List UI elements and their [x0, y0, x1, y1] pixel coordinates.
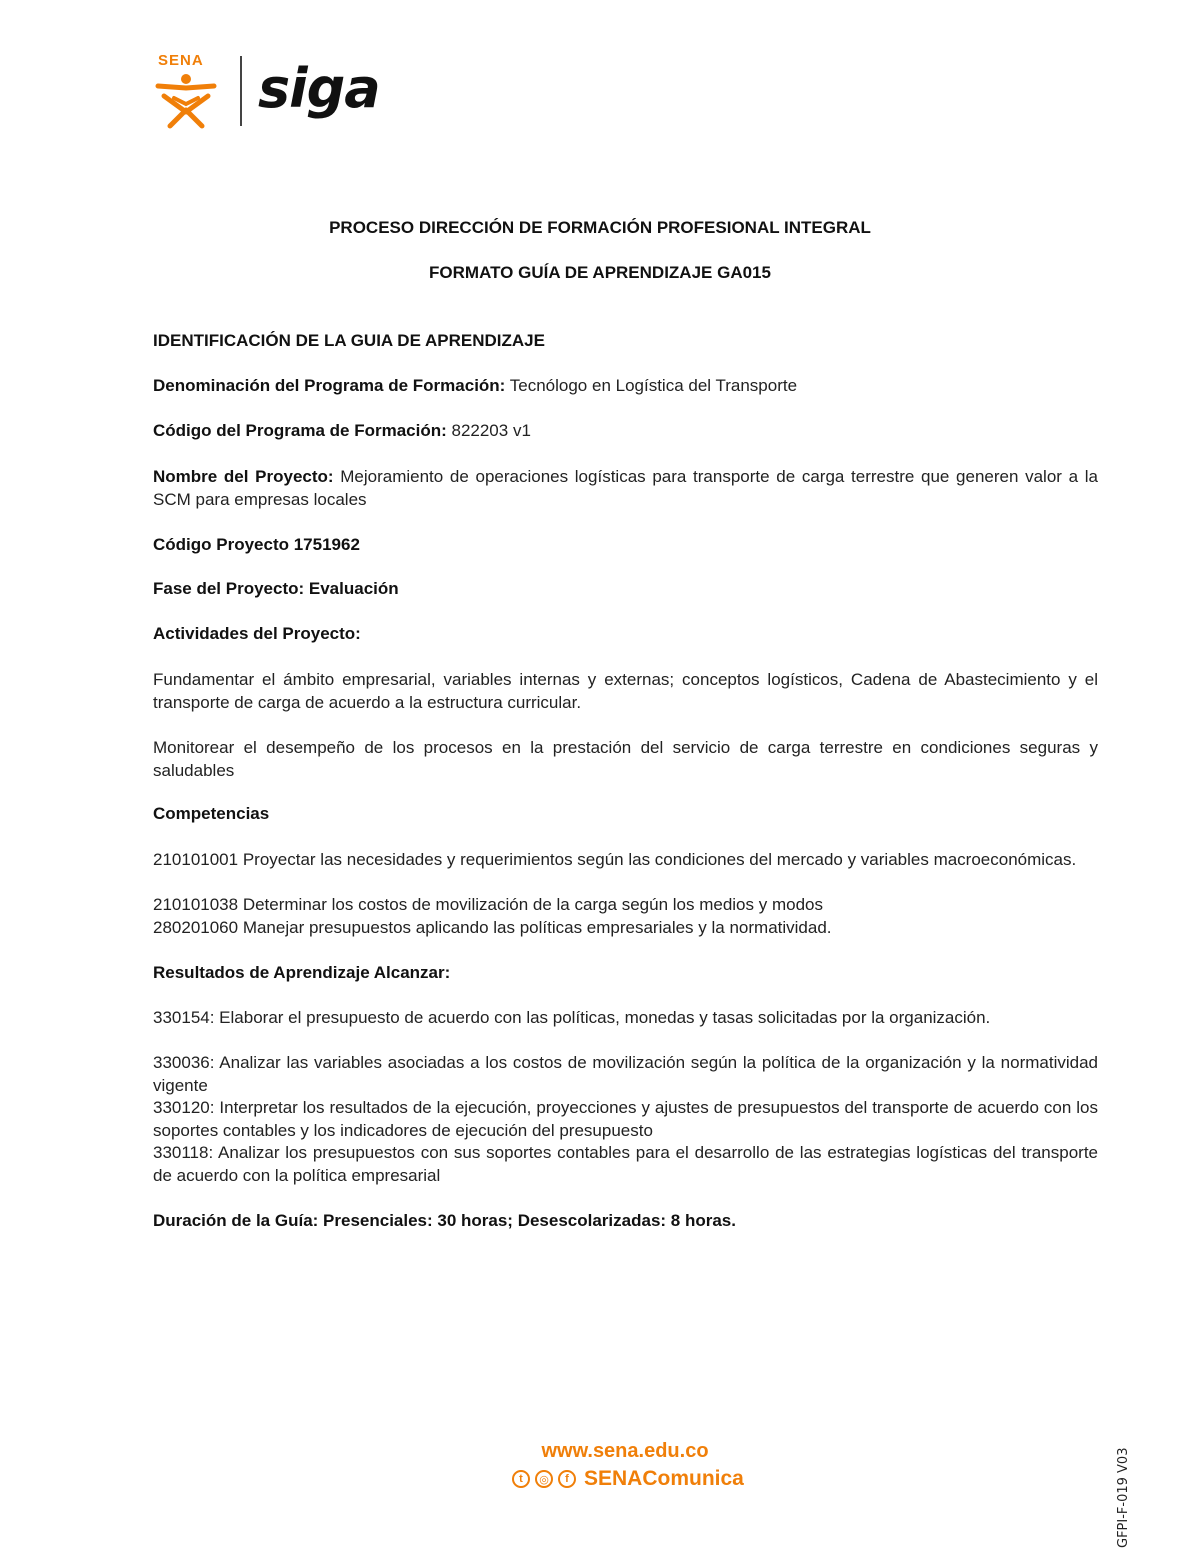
process-title: PROCESO DIRECCIÓN DE FORMACIÓN PROFESIONAL INTEGRAL [329, 218, 871, 237]
competencies-heading: Competencias [153, 804, 270, 823]
header-logos [150, 52, 380, 130]
competency-item: 280201060 Manejar presupuestos aplicando las políticas empresariales y la normatividad. [153, 918, 832, 937]
program-code-line [153, 420, 1098, 443]
project-name-label: Nombre del Proyecto: [153, 467, 334, 486]
sena-logo-text: SENA [158, 52, 204, 69]
footer-social [512, 1467, 744, 1491]
logo-divider [240, 56, 242, 126]
social-handle[interactable]: SENAComunica [584, 1467, 744, 1490]
activities-heading: Actividades del Proyecto: [153, 624, 361, 643]
program-code-label: Código del Programa de Formación: [153, 421, 447, 440]
instagram-icon[interactable]: ◎ [535, 1470, 553, 1488]
project-phase: Fase del Proyecto: Evaluación [153, 579, 399, 598]
document-code: GFPI-F-019 V03 [1116, 1447, 1131, 1548]
learning-results-heading: Resultados de Aprendizaje Alcanzar: [153, 963, 451, 982]
program-name-line [153, 375, 1098, 398]
guide-duration: Duración de la Guía: Presenciales: 30 horas; Desescolarizadas: 8 horas. [153, 1211, 736, 1230]
project-code: Código Proyecto 1751962 [153, 535, 360, 554]
activity-item: Monitorear el desempeño de los procesos en la prestación del servicio de carga terrestre en condiciones seguras y saludables [153, 738, 1098, 780]
activity-item: Fundamentar el ámbito empresarial, variables internas y externas; conceptos logísticos, Cadena de Abastecimiento y el transporte de carga de acuerdo a la estructura curricular. [153, 670, 1098, 712]
facebook-icon[interactable]: f [558, 1470, 576, 1488]
sena-logo [150, 52, 222, 130]
program-code-value: 822203 v1 [446, 421, 531, 440]
program-name-label: Denominación del Programa de Formación: [153, 376, 506, 395]
competency-item: 210101038 Determinar los costos de movilización de la carga según los medios y modos [153, 895, 823, 914]
competency-item: 210101001 Proyectar las necesidades y requerimientos según las condiciones del mercado y variables macroeconómicas. [153, 850, 1077, 869]
program-name-value: Tecnólogo en Logística del Transporte [505, 376, 798, 395]
project-name-line [153, 466, 1098, 511]
learning-result-item: 330036: Analizar las variables asociadas a los costos de movilización según la política de la organización y la normatividad vigente [153, 1053, 1098, 1095]
learning-result-item: 330118: Analizar los presupuestos con sus soportes contables para el desarrollo de las estrategias logísticas del transporte de acuerdo con la política empresarial [153, 1143, 1098, 1185]
footer-url[interactable]: www.sena.edu.co [541, 1440, 709, 1462]
learning-result-item: 330154: Elaborar el presupuesto de acuerdo con las políticas, monedas y tasas solicitadas por la organización. [153, 1008, 991, 1027]
learning-result-item: 330120: Interpretar los resultados de la ejecución, proyecciones y ajustes de presupuestos del transporte de acuerdo con los soportes contables y los indicadores de ejecución del presupuesto [153, 1098, 1098, 1140]
siga-logo: siga [258, 57, 380, 120]
twitter-icon[interactable]: t [512, 1470, 530, 1488]
identification-heading: IDENTIFICACIÓN DE LA GUIA DE APRENDIZAJE [153, 331, 545, 350]
format-title: FORMATO GUÍA DE APRENDIZAJE GA015 [429, 263, 771, 282]
project-name-value: Mejoramiento de operaciones logísticas para transporte de carga terrestre que generen valor a la SCM para empresas locales [153, 467, 1098, 509]
